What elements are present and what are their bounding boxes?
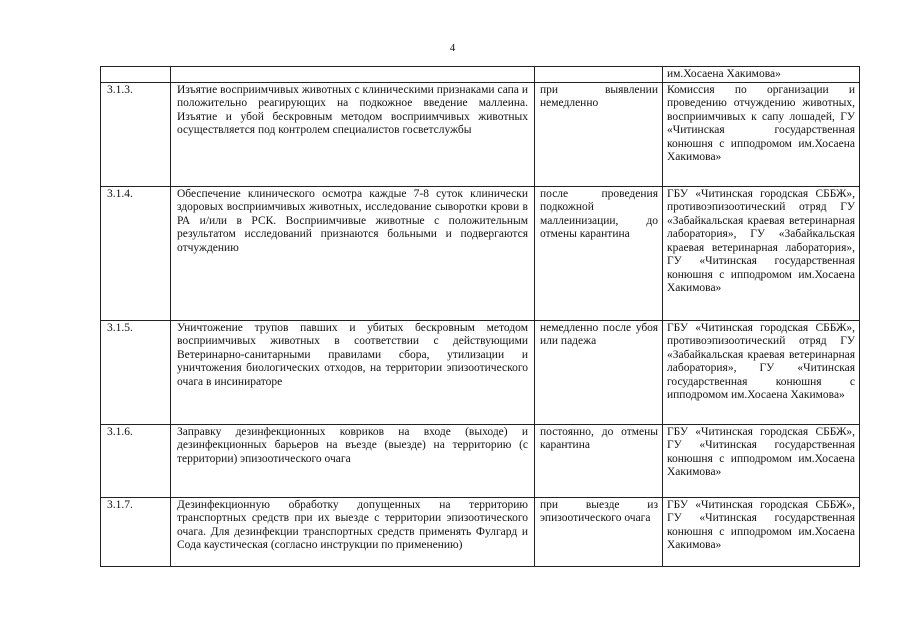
cell-term: постоянно, до отмены карантина xyxy=(535,424,663,497)
cell-measure: Дезинфекционную обработку допущенных на территорию транспортных средств при их выезде с территории эпизоотического очага. Для дезинфекции транспортных средств применять Фулгард и Сода каустическая (согласно инструкции по применению) xyxy=(171,497,535,566)
table-row xyxy=(101,82,860,186)
cell-responsible: ГБУ «Читинская городская СББЖ», противоэпизоотический отряд ГУ «Забайкальская краевая ветеринарная лаборатория», ГУ «Читинская государственная конюшня с ипподромом им.Хосаена Хакимова» xyxy=(663,320,860,424)
cell-number: 3.1.7. xyxy=(101,497,171,566)
cell-measure: Обеспечение клинического осмотра каждые 7-8 суток клинически здоровых восприимчивых животных, исследование сыворотки крови в РА и/или в РСК. Восприимчивые животные с положительным результатом исследований признаются больными и подвергаются отчуждению xyxy=(171,186,535,320)
table-row xyxy=(101,497,860,566)
cell-number: 3.1.5. xyxy=(101,320,171,424)
cell-number: 3.1.6. xyxy=(101,424,171,497)
table-row xyxy=(101,424,860,497)
cell-measure: Заправку дезинфекционных ковриков на входе (выходе) и дезинфекционных барьеров на въезде (выезде) на территорию (с территории) эпизоотического очага xyxy=(171,424,535,497)
cell-responsible: им.Хосаена Хакимова» xyxy=(663,67,860,83)
cell-term xyxy=(535,67,663,83)
cell-number: 3.1.4. xyxy=(101,186,171,320)
cell-responsible: ГБУ «Читинская городская СББЖ», противоэпизоотический отряд ГУ «Забайкальская краевая ветеринарная лаборатория», ГУ «Забайкальская краевая ветеринарная лаборатория», ГУ «Читинская государственная конюшня с ипподромом им.Хосаена Хакимова» xyxy=(663,186,860,320)
cell-term: при выявлении немедленно xyxy=(535,82,663,186)
cell-number: 3.1.3. xyxy=(101,82,171,186)
cell-term: после проведения подкожной маллеинизации, до отмены карантина xyxy=(535,186,663,320)
cell-measure: Уничтожение трупов павших и убитых бескровным методом восприимчивых животных в соответствии с действующими Ветеринарно-санитарными правилами сбора, утилизации и уничтожения биологических отходов, на территории эпизоотического очага в инсинираторе xyxy=(171,320,535,424)
table-row xyxy=(101,320,860,424)
table-row xyxy=(101,186,860,320)
cell-responsible: ГБУ «Читинская городская СББЖ», ГУ «Читинская государственная конюшня с ипподромом им.Хосаена Хакимова» xyxy=(663,497,860,566)
cell-measure xyxy=(171,67,535,83)
page-number: 4 xyxy=(449,42,456,54)
cell-responsible: ГБУ «Читинская городская СББЖ», ГУ «Читинская государственная конюшня с ипподромом им.Хосаена Хакимова» xyxy=(663,424,860,497)
table-row-continuation xyxy=(101,67,860,83)
cell-responsible: Комиссия по организации и проведению отчуждению животных, восприимчивых к сапу лошадей, ГУ «Читинская государственная конюшня с ипподромом им.Хосаена Хакимова» xyxy=(663,82,860,186)
measures-table xyxy=(100,66,860,567)
cell-term: немедленно после убоя или падежа xyxy=(535,320,663,424)
cell-measure: Изъятие восприимчивых животных с клиническими признаками сапа и положительно реагирующих на подкожное введение маллеина. Изъятие и убой бескровным методом восприимчивых животных осуществляется под контролем специалистов госветслужбы xyxy=(171,82,535,186)
cell-term: при выезде из эпизоотического очага xyxy=(535,497,663,566)
cell-number xyxy=(101,67,171,83)
